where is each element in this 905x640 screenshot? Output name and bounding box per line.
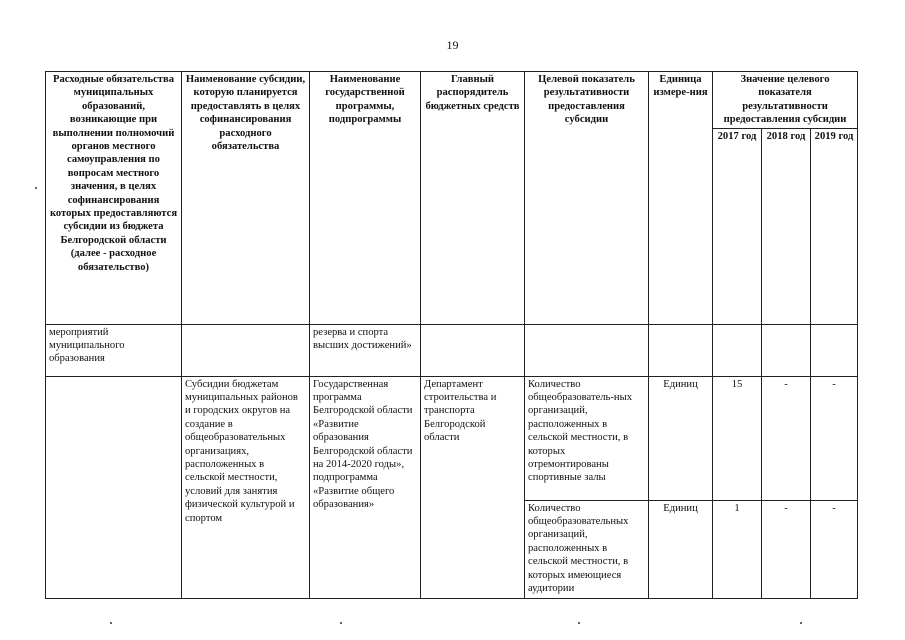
header-program: Наименование государственной программы, подпрограммы: [310, 72, 421, 325]
cell-2019: -: [811, 376, 858, 500]
header-target-value: Значение целевого показателя результативности предоставления субсидии: [713, 72, 858, 129]
cell-subsidy: [182, 324, 310, 376]
header-year-2017: 2017 год: [713, 128, 762, 324]
cell-manager: [421, 324, 525, 376]
scan-speck: [35, 187, 37, 189]
header-obligation: Расходные обязательства муниципальных образований, возникающие при выполнении полномочий органов местного самоуправления по вопросам местного значения, в целях софинансирования которых предоставляются субсидии из бюджета Белгородской области (далее - расходное обязательство): [46, 72, 182, 325]
cell-2018: -: [762, 500, 811, 598]
cell-indicator: Количество общеобразовательных организаций, расположенных в сельской местности, в которых имеющиеся аудитории: [525, 500, 649, 598]
cell-subsidy: Субсидии бюджетам муниципальных районов и городских округов на создание в общеобразовательных организациях, расположенных в сельской местности, условий для занятия физической культурой и спортом: [182, 376, 310, 598]
scan-speck: [110, 622, 112, 624]
cell-unit: Единиц: [649, 500, 713, 598]
header-year-2019: 2019 год: [811, 128, 858, 324]
cell-indicator: Количество общеобразователь-ных организаций, расположенных в сельской местности, в которых отремонтированы спортивные залы: [525, 376, 649, 500]
cell-2017: 1: [713, 500, 762, 598]
header-indicator: Целевой показатель результативности предоставления субсидии: [525, 72, 649, 325]
cell-program: резерва и спорта высших достижений»: [310, 324, 421, 376]
cell-obligation: мероприятий муниципального образования: [46, 324, 182, 376]
table-row: [46, 376, 858, 500]
cell-indicator: [525, 324, 649, 376]
cell-obligation: [46, 376, 182, 598]
cell-2018: -: [762, 376, 811, 500]
header-year-2018: 2018 год: [762, 128, 811, 324]
header-unit: Единица измере-ния: [649, 72, 713, 325]
table-row: [46, 324, 858, 376]
cell-manager: Департамент строительства и транспорта Белгородской области: [421, 376, 525, 598]
subsidy-table: [45, 71, 858, 599]
cell-2017: 15: [713, 376, 762, 500]
scan-speck: [578, 622, 580, 624]
header-subsidy: Наименование субсидии, которую планируется предоставлять в целях софинансирования расходного обязательства: [182, 72, 310, 325]
cell-program: Государственная программа Белгородской области «Развитие образования Белгородской области на 2014-2020 годы», подпрограмма «Развитие общего образования»: [310, 376, 421, 598]
page-number: 19: [446, 38, 459, 52]
cell-2018: [762, 324, 811, 376]
scan-speck: [340, 622, 342, 624]
cell-2017: [713, 324, 762, 376]
scan-speck: [800, 622, 802, 624]
header-manager: Главный распорядитель бюджетных средств: [421, 72, 525, 325]
cell-2019: [811, 324, 858, 376]
cell-unit: [649, 324, 713, 376]
cell-unit: Единиц: [649, 376, 713, 500]
cell-2019: -: [811, 500, 858, 598]
